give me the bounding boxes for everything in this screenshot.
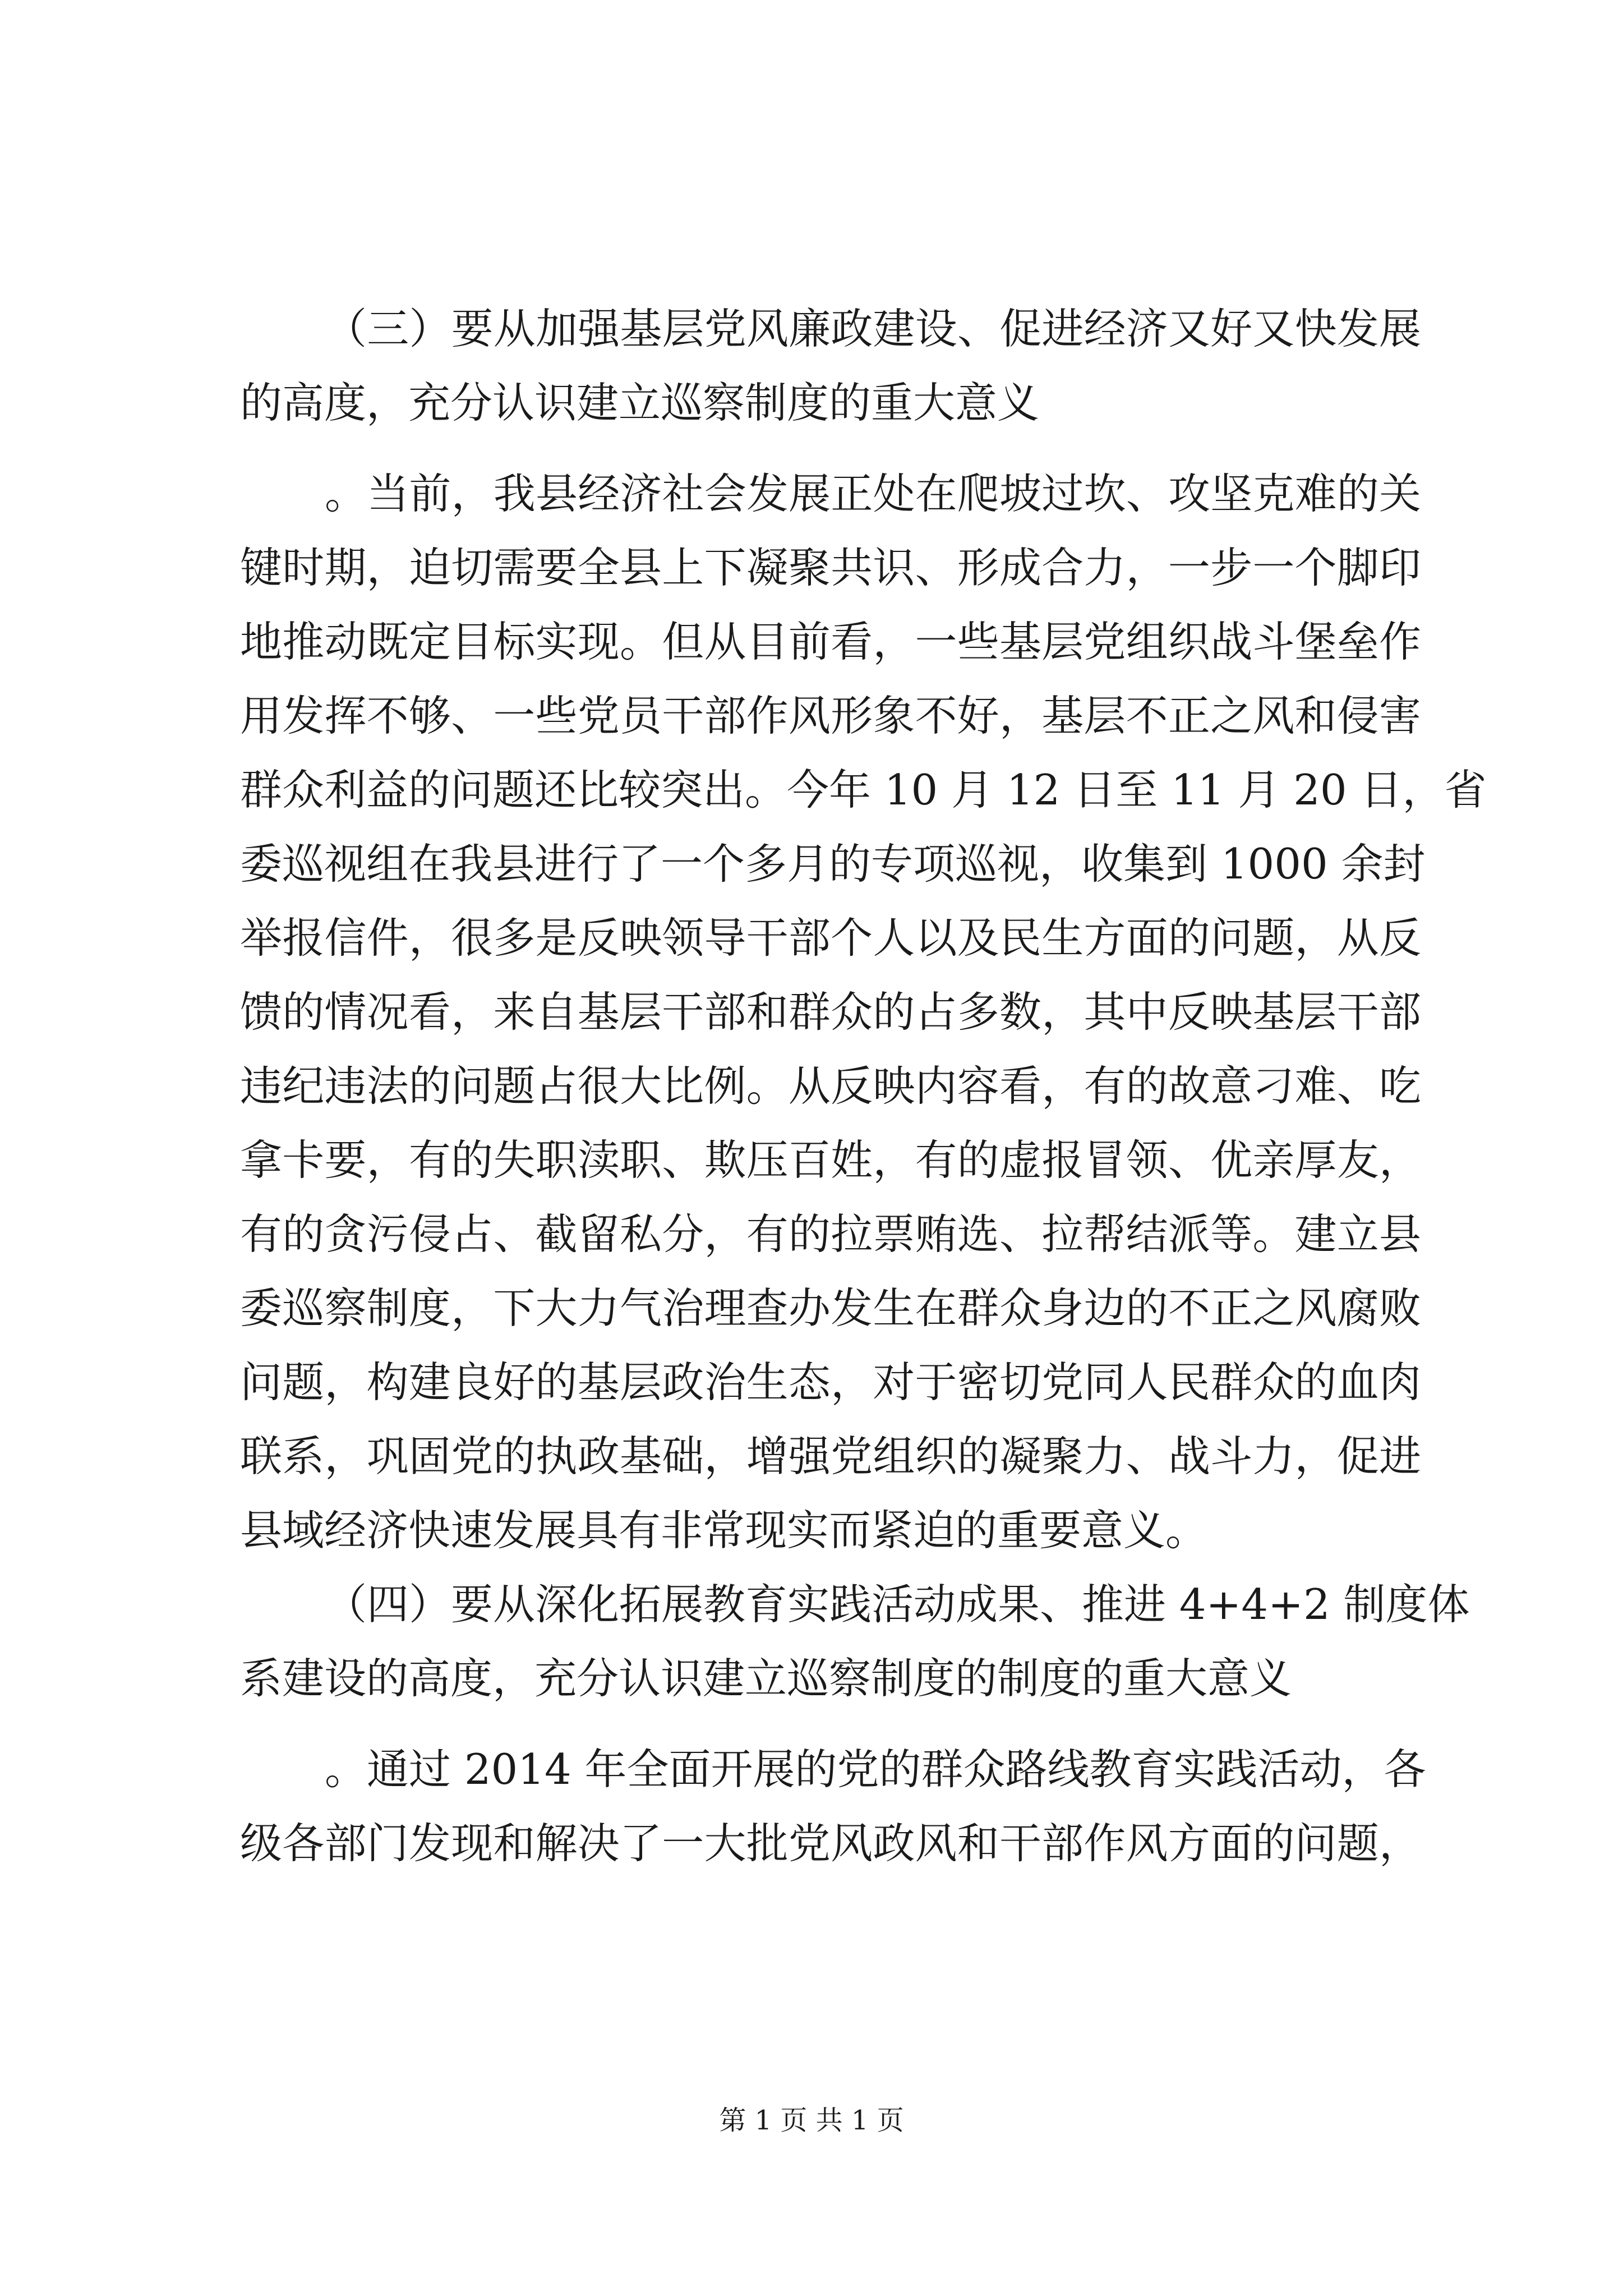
text-line: 键时期，迫切需要全县上下凝聚共识、形成合力，一步一个脚印 (240, 543, 1421, 592)
section-heading-3 (240, 292, 1421, 440)
text-line: 。当前，我县经济社会发展正处在爬坡过坎、攻坚克难的关 (325, 469, 1421, 518)
text-line: 联系，巩固党的执政基础，增强党组织的凝聚力、战斗力，促进 (240, 1432, 1421, 1481)
text-line: 委巡察制度，下大力气治理查办发生在群众身边的不正之风腐败 (240, 1283, 1421, 1333)
text-line: 违纪违法的问题占很大比例。从反映内容看，有的故意刁难、吃 (240, 1061, 1421, 1111)
paragraph-2 (240, 1732, 1426, 1880)
page-footer (0, 2104, 1623, 2137)
text-line: 的高度，充分认识建立巡察制度的重大意义 (240, 378, 1040, 427)
text-line: 举报信件，很多是反映领导干部个人以及民生方面的问题，从反 (240, 913, 1421, 963)
text-line: 县域经济快速发展具有非常现实而紧迫的重要意义。 (240, 1506, 1208, 1555)
text-line: 问题，构建良好的基层政治生态，对于密切党同人民群众的血肉 (240, 1358, 1421, 1407)
text-line: 用发挥不够、一些党员干部作风形象不好，基层不正之风和侵害 (240, 691, 1421, 740)
text-line: 委巡视组在我县进行了一个多月的专项巡视，收集到 1000 余封 (240, 839, 1426, 889)
paragraph-1 (240, 457, 1487, 1567)
text-line: 有的贪污侵占、截留私分，有的拉票贿选、拉帮结派等。建立县 (240, 1209, 1421, 1259)
text-line: 地推动既定目标实现。但从目前看，一些基层党组织战斗堡垒作 (240, 617, 1421, 666)
page-number-label: 第 1 页 共 1 页 (719, 2105, 904, 2136)
text-line: 级各部门发现和解决了一大批党风政风和干部作风方面的问题， (240, 1819, 1421, 1868)
text-line: （三）要从加强基层党风廉政建设、促进经济又好又快发展 (325, 304, 1421, 353)
text-line: 。通过 2014 年全面开展的党的群众路线教育实践活动，各 (325, 1745, 1426, 1794)
text-line: 拿卡要，有的失职渎职、欺压百姓，有的虚报冒领、优亲厚友， (240, 1135, 1421, 1185)
document-body (240, 292, 1487, 1880)
text-line: 群众利益的问题还比较突出。今年 10 月 12 日至 11 月 20 日，省 (240, 765, 1487, 815)
section-heading-4 (240, 1567, 1470, 1715)
text-line: 系建设的高度，充分认识建立巡察制度的制度的重大意义 (240, 1654, 1292, 1703)
text-line: 馈的情况看，来自基层干部和群众的占多数，其中反映基层干部 (240, 987, 1421, 1037)
text-line: （四）要从深化拓展教育实践活动成果、推进 4+4+2 制度体 (325, 1580, 1470, 1629)
